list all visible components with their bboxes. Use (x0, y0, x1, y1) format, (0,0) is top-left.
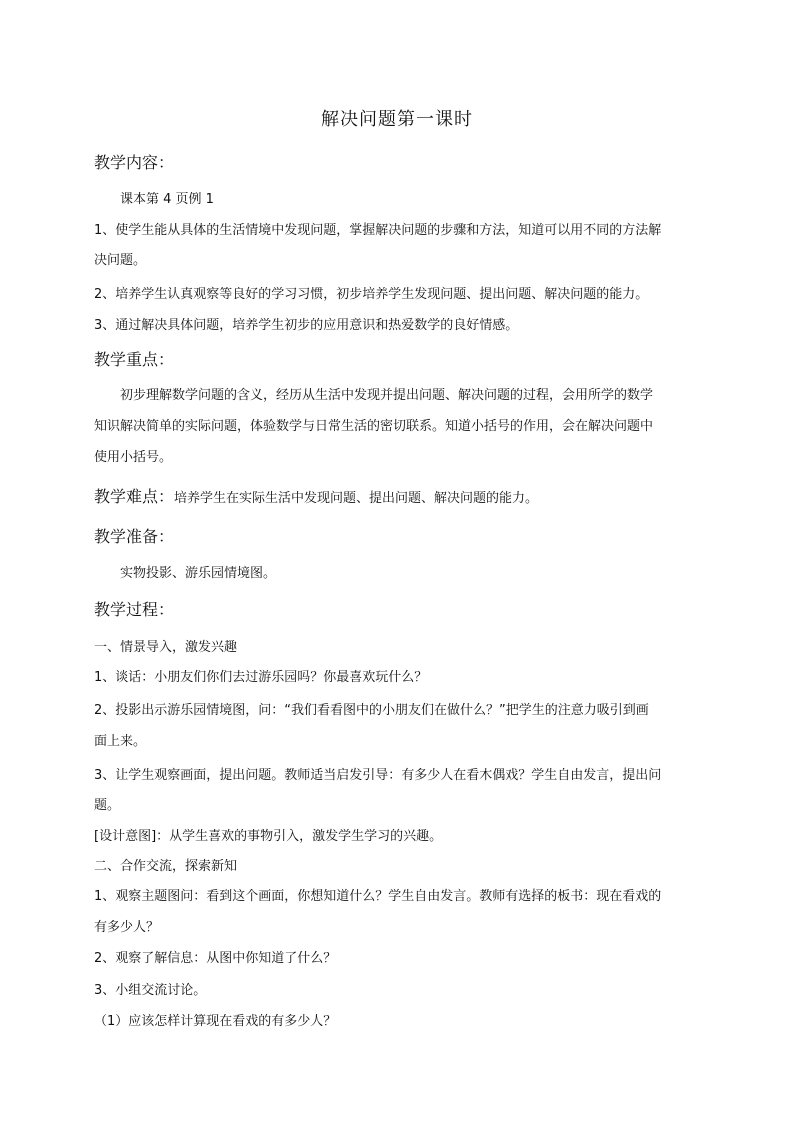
process-line: 面上来。 (94, 734, 147, 749)
key-point-line: 知识解决简单的实际问题，体验数学与日常生活的密切联系。知道小括号的作用，会在解决问题中 (94, 419, 654, 434)
teaching-key-point-heading: 教学重点： (94, 350, 175, 369)
process-line: 2、投影出示游乐园情境图，问：“我们看看图中的小朋友们在做什么？”把学生的注意力吸引到画 (94, 703, 649, 718)
process-line: 题。 (94, 798, 121, 813)
content-line: 课本第 4 页例 1 (120, 192, 214, 207)
content-line: 3、通过解决具体问题，培养学生初步的应用意识和热爱数学的良好情感。 (94, 318, 519, 333)
process-line: 3、让学生观察画面，提出问题。教师适当启发引导：有多少人在看木偶戏？学生自由发言，提出问 (94, 768, 662, 783)
process-line: 3、小组交流讨论。 (94, 983, 207, 998)
process-line: 二、合作交流，探索新知 (94, 859, 238, 874)
teaching-prep-text: 实物投影、游乐园情境图。 (120, 566, 277, 581)
key-point-line: 初步理解数学问题的含义，经历从生活中发现并提出问题、解决问题的过程，会用所学的数学 (120, 388, 654, 403)
content-line: 1、使学生能从具体的生活情境中发现问题，掌握解决问题的步骤和方法，知道可以用不同的方法解 (94, 223, 662, 238)
teaching-difficulty-row (94, 484, 538, 507)
process-line: 有多少人？ (94, 920, 160, 935)
teaching-prep-heading: 教学准备： (94, 527, 175, 546)
process-line: 一、情景导入，激发兴趣 (94, 640, 238, 655)
teaching-content-heading: 教学内容： (94, 153, 175, 172)
content-line: 2、培养学生认真观察等良好的学习习惯，初步培养学生发现问题、提出问题、解决问题的能力。 (94, 287, 649, 302)
content-line: 决问题。 (94, 253, 147, 268)
document-title: 解决问题第一课时 (321, 109, 473, 130)
teaching-difficulty-text: 培养学生在实际生活中发现问题、提出问题、解决问题的能力。 (174, 491, 539, 506)
process-line: （1）应该怎样计算现在看戏的有多少人？ (94, 1014, 337, 1029)
process-line: 1、谈话：小朋友们你们去过游乐园吗？你最喜欢玩什么？ (94, 670, 428, 685)
key-point-line: 使用小括号。 (94, 450, 173, 465)
teaching-process-heading: 教学过程： (94, 600, 175, 619)
process-line: 1、观察主题图问：看到这个画面，你想知道什么？学生自由发言。教师有选择的板书：现在看戏的 (94, 889, 662, 904)
teaching-difficulty-heading: 教学难点： (94, 487, 175, 506)
process-line: 2、观察了解信息：从图中你知道了什么？ (94, 951, 337, 966)
process-line: [设计意图]：从学生喜欢的事物引入，激发学生学习的兴趣。 (94, 829, 443, 844)
